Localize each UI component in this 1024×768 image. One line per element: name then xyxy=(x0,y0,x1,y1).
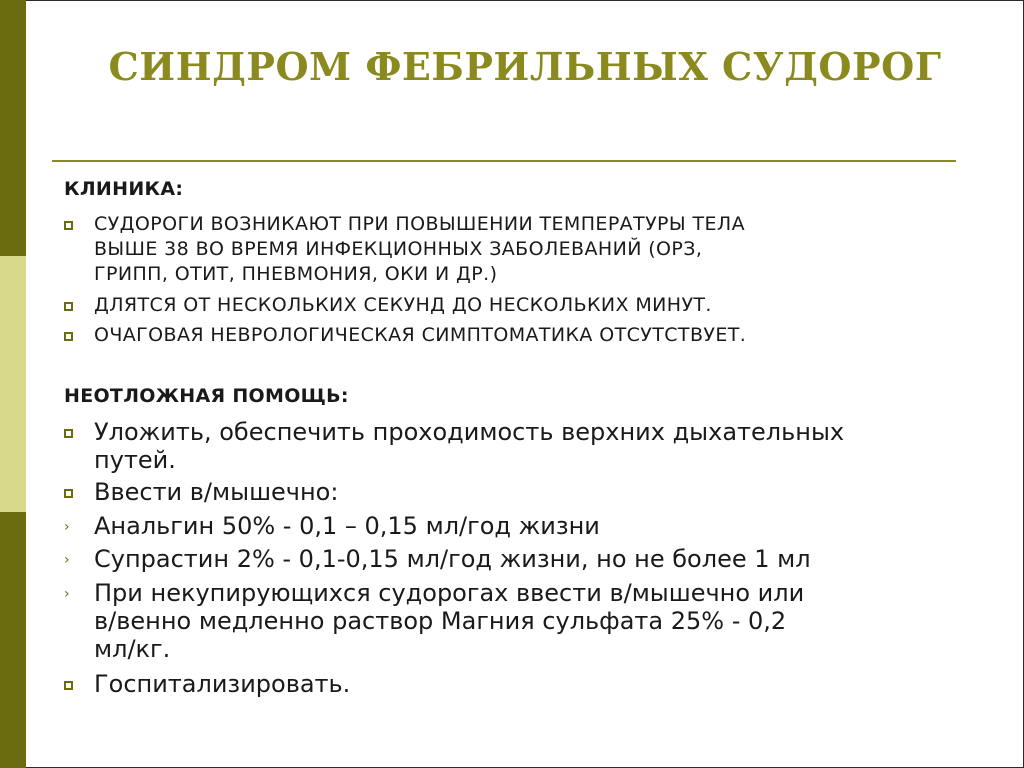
clinic-item-text: ОЧАГОВАЯ НЕВРОЛОГИЧЕСКАЯ СИМПТОМАТИКА ОТСУТСТВУЕТ. xyxy=(94,324,747,346)
chevron-right-icon: › xyxy=(64,552,70,568)
emergency-subitem-2 xyxy=(64,545,811,573)
chevron-right-icon: › xyxy=(64,519,70,535)
square-bullet-icon xyxy=(64,681,73,690)
square-bullet-icon xyxy=(64,332,73,341)
side-bar-top-segment xyxy=(0,0,26,256)
emergency-subitem-text: Супрастин 2% - 0,1-0,15 мл/год жизни, но не более 1 мл xyxy=(94,545,811,573)
emergency-item-3 xyxy=(64,670,350,698)
square-bullet-icon xyxy=(64,302,73,311)
side-bar-middle-segment xyxy=(0,256,26,512)
square-bullet-icon xyxy=(64,489,73,498)
clinic-item-2 xyxy=(64,293,712,318)
emergency-subitem-1 xyxy=(64,512,600,540)
square-bullet-icon xyxy=(64,221,73,230)
emergency-subitem-text: При некупирующихся судорогах ввести в/мышечно или в/венно медленно раствор Магния сульфата 25% - 0,2 мл/кг. xyxy=(94,579,805,663)
emergency-subitem-3 xyxy=(64,579,804,663)
chevron-right-icon: › xyxy=(64,586,70,602)
emergency-subitem-text: Анальгин 50% - 0,1 – 0,15 мл/год жизни xyxy=(94,512,600,540)
emergency-item-2 xyxy=(64,478,338,506)
emergency-item-text: Ввести в/мышечно: xyxy=(94,478,339,506)
clinic-item-text: ДЛЯТСЯ ОТ НЕСКОЛЬКИХ СЕКУНД ДО НЕСКОЛЬКИХ МИНУТ. xyxy=(94,294,712,316)
clinic-heading: КЛИНИКА: xyxy=(64,178,184,200)
title-divider xyxy=(52,160,956,162)
clinic-item-text: СУДОРОГИ ВОЗНИКАЮТ ПРИ ПОВЫШЕНИИ ТЕМПЕРАТУРЫ ТЕЛА ВЫШЕ 38 ВО ВРЕМЯ ИНФЕКЦИОННЫХ ЗАБОЛЕВАНИЙ (ОРЗ, ГРИПП, ОТИТ, ПНЕВМОНИЯ, ОКИ И ДР.) xyxy=(94,213,746,285)
emergency-item-text: Уложить, обеспечить проходимость верхних дыхательных путей. xyxy=(94,418,845,474)
emergency-item-text: Госпитализировать. xyxy=(94,670,351,698)
clinic-item-1 xyxy=(64,212,745,287)
side-accent-bar xyxy=(0,0,26,768)
slide-title: СИНДРОМ ФЕБРИЛЬНЫХ СУДОРОГ xyxy=(108,44,942,89)
square-bullet-icon xyxy=(64,429,73,438)
clinic-item-3 xyxy=(64,323,746,348)
side-bar-bottom-segment xyxy=(0,512,26,768)
emergency-heading: НЕОТЛОЖНАЯ ПОМОЩЬ: xyxy=(64,385,349,407)
emergency-item-1 xyxy=(64,418,844,474)
